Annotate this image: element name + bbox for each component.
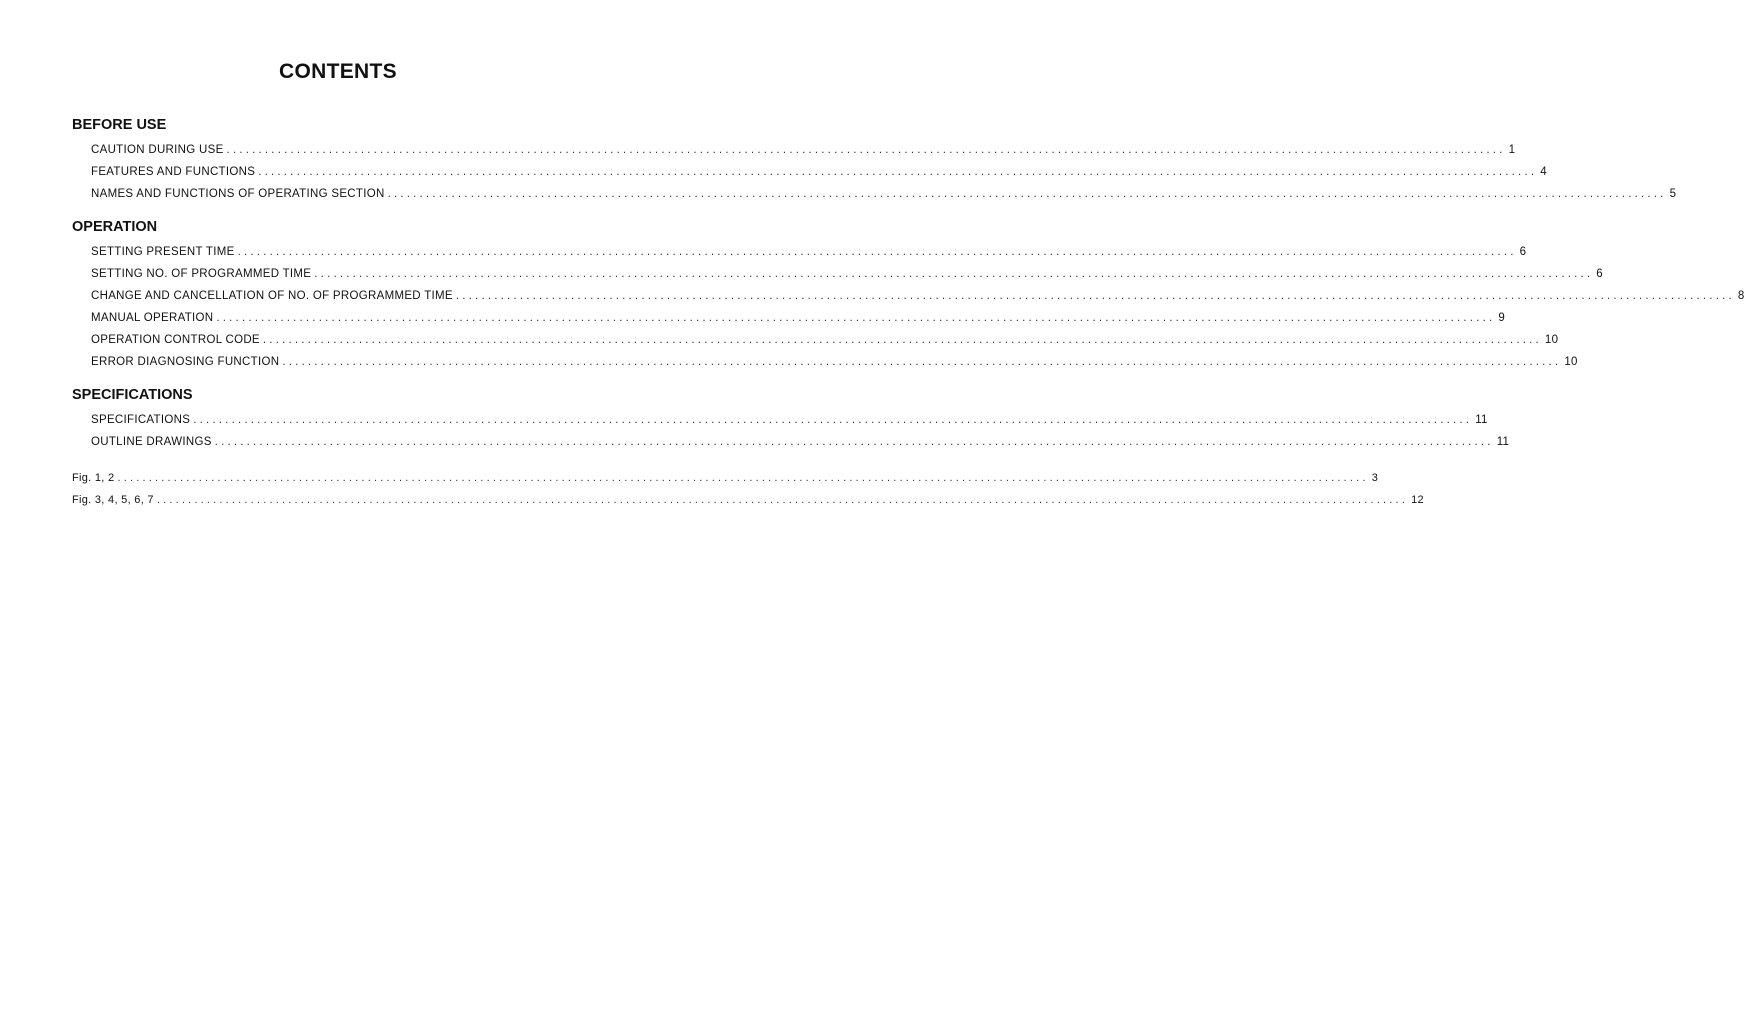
toc-entry-label: SETTING PRESENT TIME <box>91 246 235 258</box>
section-heading: OPERATION <box>72 219 158 235</box>
toc-entry-outline-drawings[interactable] <box>72 434 1510 451</box>
toc-entry-page: 11 <box>1475 414 1488 426</box>
toc-entry-page: 9 <box>1498 312 1506 324</box>
toc-entry-label: CHANGE AND CANCELLATION OF NO. OF PROGRAMMED TIME <box>91 290 453 302</box>
dot-leader: ........................................................................................................................................................................................................ <box>156 494 1409 506</box>
dot-leader: ........................................................................................................................................................................................................ <box>214 436 1494 448</box>
toc-entry-label: SPECIFICATIONS <box>91 414 191 426</box>
toc-entry-label: OPERATION CONTROL CODE <box>91 334 260 346</box>
toc-entry-page: 5 <box>1669 188 1677 200</box>
section-before-use <box>72 116 1677 208</box>
toc-entry-operation-control-code[interactable] <box>72 332 1559 349</box>
dot-leader: ........................................................................................................................................................................................................ <box>387 188 1667 200</box>
toc-entry-page: 6 <box>1596 268 1603 280</box>
toc-entry-label: CAUTION DURING USE <box>91 144 224 156</box>
figure-list <box>72 470 1424 514</box>
section-operation <box>72 218 1745 376</box>
dot-leader: ........................................................................................................................................................................................................ <box>117 472 1369 484</box>
toc-entry-page: 10 <box>1564 356 1578 368</box>
toc-entry-page: 4 <box>1540 166 1547 178</box>
toc-entry-error-diagnosing-function[interactable] <box>72 354 1578 371</box>
dot-leader: ........................................................................................................................................................................................................ <box>455 290 1735 302</box>
figure-entry-page: 12 <box>1411 494 1424 506</box>
toc-entry-setting-programmed-time[interactable] <box>72 266 1603 283</box>
toc-entry-features-and-functions[interactable] <box>72 164 1547 181</box>
section-specifications <box>72 386 1510 456</box>
toc-entry-page: 10 <box>1544 334 1559 346</box>
dot-leader: ........................................................................................................................................................................................................ <box>262 334 1542 346</box>
toc-entry-label: MANUAL OPERATION <box>91 312 214 324</box>
figure-entry-page: 3 <box>1371 472 1379 484</box>
toc-entry-change-and-cancellation[interactable] <box>72 288 1745 305</box>
section-heading: BEFORE USE <box>72 117 167 133</box>
figure-entry-fig-1-2[interactable] <box>72 470 1379 487</box>
toc-entry-label: OUTLINE DRAWINGS <box>91 436 212 448</box>
toc-entry-names-and-functions[interactable] <box>72 186 1677 203</box>
toc-entry-page: 8 <box>1737 290 1745 302</box>
dot-leader: ........................................................................................................................................................................................................ <box>216 312 1496 324</box>
page-title: CONTENTS <box>279 60 397 83</box>
dot-leader: ........................................................................................................................................................................................................ <box>314 268 1594 280</box>
dot-leader: ........................................................................................................................................................................................................ <box>237 246 1517 258</box>
toc-entry-label: SETTING NO. OF PROGRAMMED TIME <box>91 268 312 280</box>
toc-entry-page: 11 <box>1496 436 1510 448</box>
toc-entry-setting-present-time[interactable] <box>72 244 1527 261</box>
toc-entry-manual-operation[interactable] <box>72 310 1506 327</box>
figure-entry-fig-3-7[interactable] <box>72 492 1424 509</box>
dot-leader: ........................................................................................................................................................................................................ <box>193 414 1473 426</box>
toc-entry-caution-during-use[interactable] <box>72 142 1516 159</box>
toc-entry-page: 6 <box>1519 246 1527 258</box>
dot-leader: ........................................................................................................................................................................................................ <box>226 144 1506 156</box>
section-heading: SPECIFICATIONS <box>72 387 193 403</box>
toc-entry-label: ERROR DIAGNOSING FUNCTION <box>91 356 280 368</box>
toc-entry-label: NAMES AND FUNCTIONS OF OPERATING SECTION <box>91 188 385 200</box>
figure-entry-label: Fig. 1, 2 <box>72 472 115 484</box>
dot-leader: ........................................................................................................................................................................................................ <box>258 166 1538 178</box>
toc-entry-specifications[interactable] <box>72 412 1488 429</box>
dot-leader: ........................................................................................................................................................................................................ <box>282 356 1562 368</box>
toc-entry-label: FEATURES AND FUNCTIONS <box>91 166 256 178</box>
figure-entry-label: Fig. 3, 4, 5, 6, 7 <box>72 494 154 506</box>
toc-entry-page: 1 <box>1508 144 1516 156</box>
